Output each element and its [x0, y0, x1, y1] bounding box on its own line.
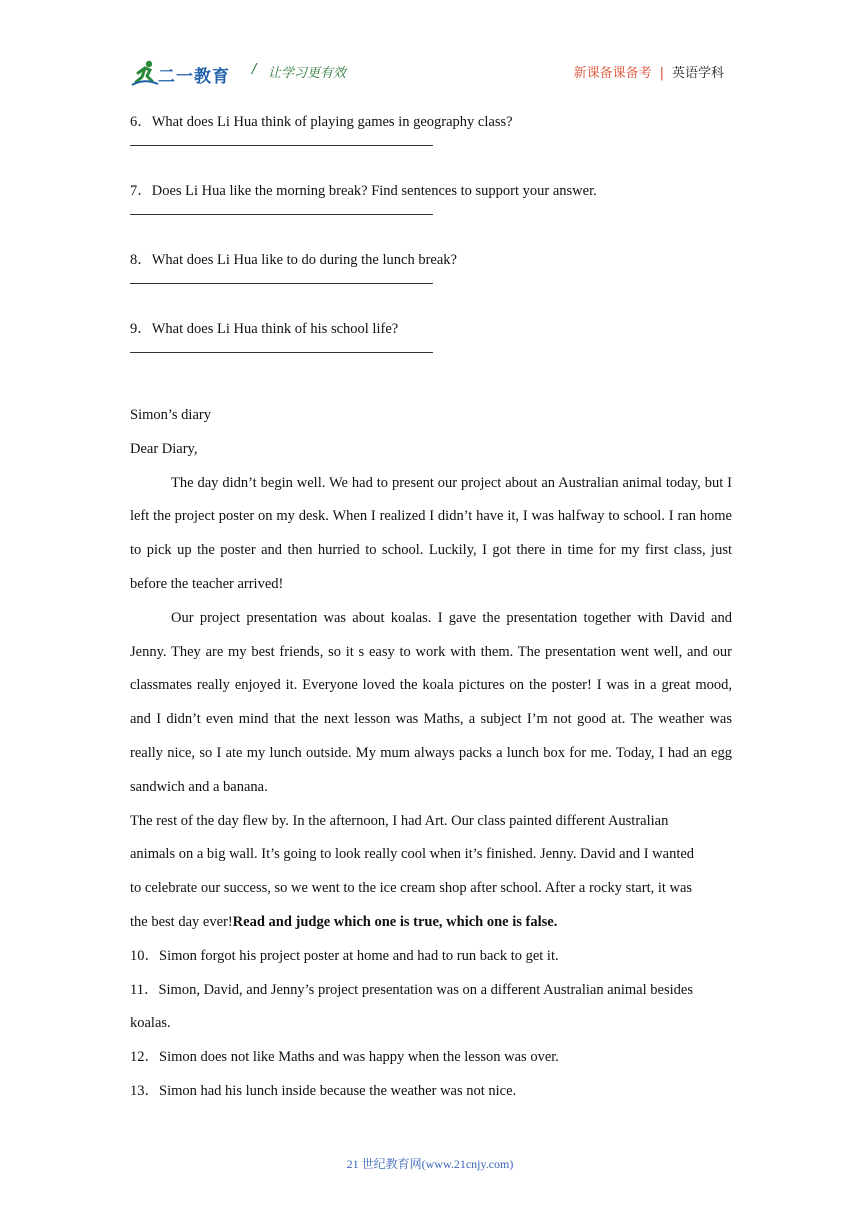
header-slash: / — [252, 62, 257, 77]
brand-subject: 英语学科 — [671, 66, 724, 81]
question-11-line-2: koalas. — [130, 1015, 171, 1032]
brand-tagline: 新课备课备考 — [573, 66, 652, 81]
logo-text: 二一教育 — [158, 67, 230, 87]
question-12: 12．Simon does not like Maths and was happy when the lesson was over. — [130, 1049, 559, 1066]
diary-paragraph-2: Our project presentation was about koalas. I gave the presentation together with David and Jenny. They are my best friends, so it s easy to work with them. The presentation went well, and our classmates really enjoyed it. Everyone loved the koala pictures on the poster! I was in a great mood, and I didn’t even mind that the next lesson was Maths, a subject I’m not good at. The weather was really nice, so I ate my lunch outside. My mum always packs a lunch box for me. Today, I had an egg sandwich and a banana. — [130, 609, 732, 795]
runner-logo-icon — [130, 58, 160, 88]
diary-ending: the best day ever! — [130, 913, 233, 930]
question-8: 8．What does Li Hua like to do during the lunch break? — [130, 252, 457, 268]
question-9: 9．What does Li Hua think of his school life? — [130, 321, 399, 337]
diary-title: Simon’s diary — [130, 407, 211, 423]
question-11-line-1: 11．Simon, David, and Jenny’s project presentation was on a different Australian animal besides — [130, 981, 693, 998]
diary-paragraph-3-last — [130, 906, 732, 940]
header-slogan: 让学习更有效 — [268, 66, 347, 81]
question-13: 13．Simon had his lunch inside because the weather was not nice. — [130, 1082, 517, 1099]
page-header — [130, 58, 730, 90]
diary-paragraph-1: The day didn’t begin well. We had to present our project about an Australian animal today, but I left the project poster on my desk. When I realized I didn’t have it, I was halfway to school. I ran home to pick up the poster and then hurried to school. Luckily, I got there in time for my first class, just before the teacher arrived! — [130, 474, 732, 592]
logo — [130, 58, 240, 88]
diary-greeting: Dear Diary, — [130, 440, 198, 457]
question-7: 7．Does Li Hua like the morning break? Find sentences to support your answer. — [130, 183, 597, 199]
diary-paragraph-3-line-2: animals on a big wall. It’s going to look really cool when it’s finished. Jenny. David and I wanted — [130, 846, 695, 863]
answer-line-6[interactable] — [130, 144, 433, 146]
instruction-text: Read and judge which one is true, which one is false. — [232, 913, 558, 930]
header-brand — [574, 62, 724, 81]
page-footer: 21 世纪教育网(www.21cnjy.com) — [346, 1157, 514, 1171]
question-10: 10．Simon forgot his project poster at home and had to run back to get it. — [130, 947, 559, 964]
diary-paragraph-3-line-3: to celebrate our success, so we went to the ice cream shop after school. After a rocky start, it was — [130, 880, 693, 897]
document-body — [130, 110, 732, 1109]
diary-paragraph-3-line-1: The rest of the day flew by. In the afternoon, I had Art. Our class painted different Australian — [130, 812, 669, 829]
section-spacer — [130, 353, 732, 399]
brand-separator: | — [659, 66, 664, 81]
answer-line-7[interactable] — [130, 213, 433, 215]
question-6: 6．What does Li Hua think of playing games in geography class? — [130, 114, 513, 130]
answer-line-8[interactable] — [130, 282, 433, 284]
